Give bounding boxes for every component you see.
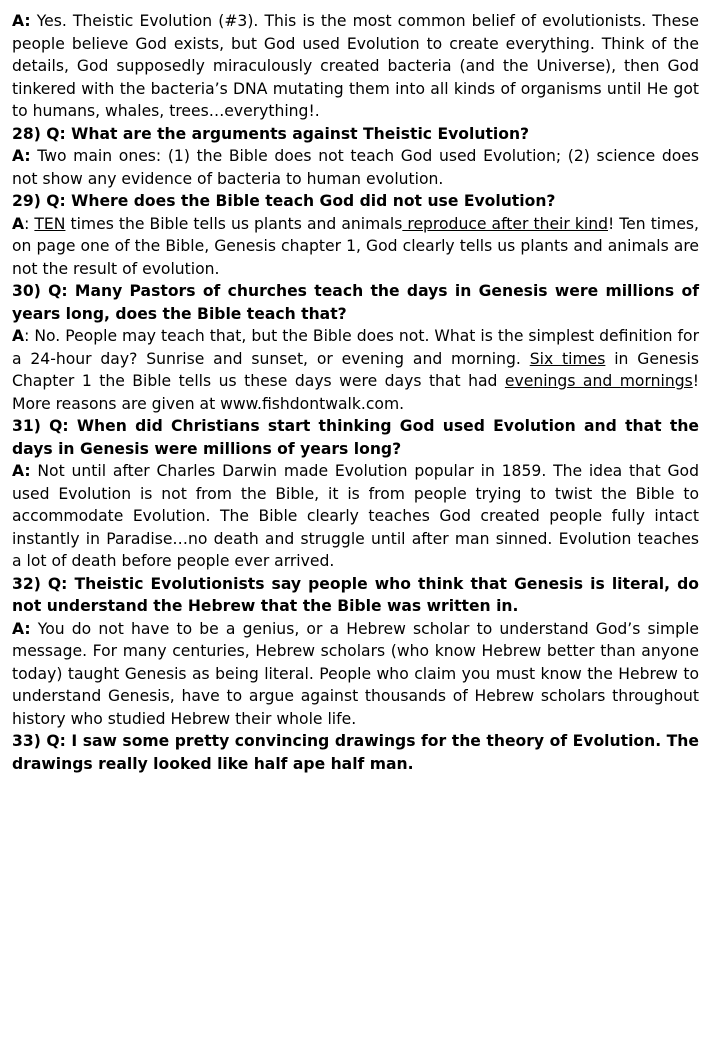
underlined-emphasis: reproduce after their kind xyxy=(402,214,608,233)
question-heading: 29) Q: Where does the Bible teach God did not use Evolution? xyxy=(12,192,556,210)
answer-text: Two main ones: (1) the Bible does not teach God used Evolution; (2) science does not show any evidence of bacteria to human evolution. xyxy=(12,147,699,188)
answer-paragraph xyxy=(12,213,699,281)
answer-label: A: xyxy=(12,462,31,480)
answer-paragraph xyxy=(12,618,699,731)
answer-text: Yes. Theistic Evolution (#3). This is the most common belief of evolutionists. These people believe God exists, but God used Evolution to create everything. Think of the details, God supposedly miraculously created bacteria (and the Universe), then God tinkered with the bacteria’s DNA mutating them into all kinds of organisms until He got to humans, whales, trees…everything!. xyxy=(12,12,699,120)
answer-text: You do not have to be a genius, or a Hebrew scholar to understand God’s simple message. For many centuries, Hebrew scholars (who know Hebrew better than anyone today) taught Genesis as being literal. People who claim you must know the Hebrew to understand Genesis, have to argue against thousands of Hebrew scholars throughout history who studied Hebrew their whole life. xyxy=(12,619,699,728)
question-heading: 28) Q: What are the arguments against Theistic Evolution? xyxy=(12,124,530,143)
underlined-emphasis: evenings and mornings xyxy=(504,372,693,390)
answer-text: : No. People may teach that, but the Bible does not. What is the simplest definition for a 24-hour day? Sunrise and sunset, or evening and morning. xyxy=(12,327,699,368)
answer-paragraph xyxy=(12,325,699,415)
answer-text: times the Bible tells us plants and animals xyxy=(65,214,403,233)
answer-text: ! Ten times, on page one of the Bible, Genesis chapter 1, God clearly tells us plants and animals are not the result of evolution. xyxy=(12,214,700,278)
answer-paragraph xyxy=(12,460,699,573)
underlined-emphasis: TEN xyxy=(34,214,66,233)
answer-text: : xyxy=(24,214,35,233)
answer-paragraph xyxy=(12,10,699,123)
question-heading: 31) Q: When did Christians start thinking God used Evolution and that the days in Genesis were millions of years long? xyxy=(12,417,699,458)
answer-text: ! More reasons are given at www.fishdontwalk.com. xyxy=(12,372,699,413)
answer-text: Not until after Charles Darwin made Evolution popular in 1859. The idea that God used Evolution is not from the Bible, it is from people trying to twist the Bible to accommodate Evolution. The Bible clearly teaches God created people fully intact instantly in Paradise…no death and struggle until after man sinned. Evolution teaches a lot of death before people ever arrived. xyxy=(12,462,699,570)
question-heading: 32) Q: Theistic Evolutionists say people who think that Genesis is literal, do not understand the Hebrew that the Bible was written in. xyxy=(12,574,699,615)
question-heading: 30) Q: Many Pastors of churches teach the days in Genesis were millions of years long, does the Bible teach that? xyxy=(12,282,699,323)
answer-label: A: xyxy=(12,147,31,165)
underlined-emphasis: Six times xyxy=(529,349,606,368)
answer-label: A xyxy=(12,327,25,345)
answer-label: A: xyxy=(12,619,31,638)
answer-label: A: xyxy=(12,12,31,30)
question-heading: 33) Q: I saw some pretty convincing drawings for the theory of Evolution. The drawings really looked like half ape half man. xyxy=(12,732,699,773)
answer-paragraph xyxy=(12,145,699,190)
answer-text: in Genesis Chapter 1 the Bible tells us these days were days that had xyxy=(12,349,699,390)
answer-label: A xyxy=(12,214,25,233)
